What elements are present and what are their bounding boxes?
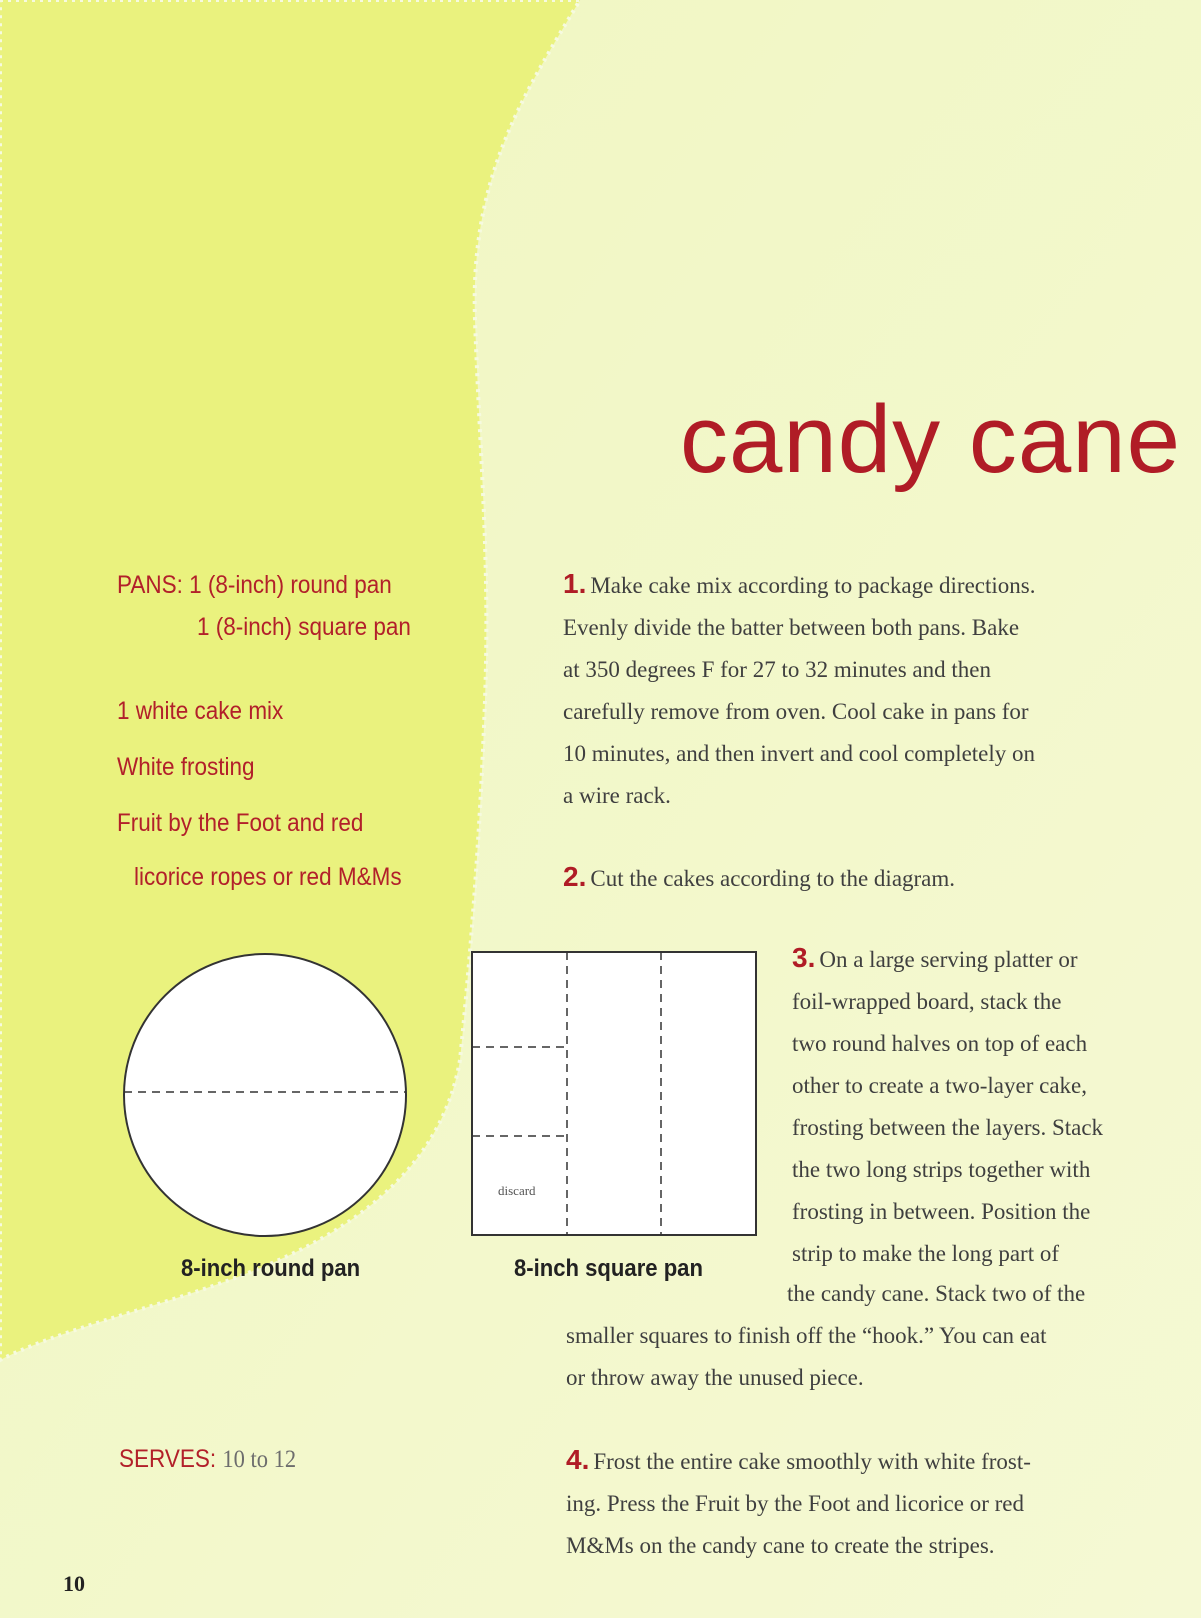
step-line: two round halves on top of each (792, 1031, 1088, 1056)
step-line: at 350 degrees F for 27 to 32 minutes and then (563, 657, 991, 682)
discard-label: discard (498, 1183, 536, 1198)
step-3-continued (566, 1315, 1186, 1399)
ingredient-item: White frosting (117, 753, 255, 781)
step-line: 2. Cut the cakes according to the diagram. (563, 861, 956, 892)
step-number: 1. (563, 568, 587, 599)
recipe-title: candy cane (680, 386, 1182, 493)
ingredient-item: licorice ropes or red M&Ms (134, 863, 402, 891)
step-line: strip to make the long part of (792, 1241, 1059, 1266)
step-number: 3. (792, 942, 816, 973)
step-line: 3. On a large serving platter or (792, 942, 1078, 973)
ingredient-item: Fruit by the Foot and red (117, 809, 364, 837)
round-pan-caption: 8-inch round pan (181, 1255, 361, 1282)
serves-line (119, 1443, 296, 1476)
serves-label: SERVES: (119, 1445, 217, 1473)
pans-line-2 (197, 611, 411, 643)
step-line: other to create a two-layer cake, (792, 1073, 1087, 1098)
step-line: ing. Press the Fruit by the Foot and licorice or red (566, 1491, 1025, 1516)
page-number: 10 (63, 1571, 85, 1596)
step-line: carefully remove from oven. Cool cake in pans for (563, 699, 1029, 724)
step-line: 4. Frost the entire cake smoothly with white frost- (566, 1444, 1031, 1475)
step-2 (563, 856, 1163, 900)
step-line: foil-wrapped board, stack the (792, 989, 1062, 1014)
step-line: or throw away the unused piece. (566, 1365, 864, 1390)
step-3 (792, 937, 1192, 1275)
step-line: Evenly divide the batter between both pans. Bake (563, 615, 1020, 640)
step-line: a wire rack. (563, 783, 671, 808)
square-pan-caption: 8-inch square pan (514, 1255, 703, 1282)
pans-line-1 (117, 569, 392, 601)
step-line: frosting between the layers. Stack (792, 1115, 1104, 1140)
step-number: 4. (566, 1444, 590, 1475)
step-line: 1. Make cake mix according to package directions. (563, 568, 1036, 599)
step-line: the two long strips together with (792, 1157, 1091, 1182)
pans-item: 1 (8-inch) round pan (189, 571, 392, 599)
pans-item: 1 (8-inch) square pan (197, 613, 411, 641)
round-pan-diagram (118, 950, 413, 1240)
step-1 (563, 563, 1163, 817)
step-number: 2. (563, 861, 587, 892)
step-3-line-9: the candy cane. Stack two of the (787, 1281, 1086, 1306)
step-line: smaller squares to finish off the “hook.” You can eat (566, 1323, 1047, 1348)
step-line: M&Ms on the candy cane to create the stripes. (566, 1533, 995, 1558)
serves-value: 10 to 12 (222, 1446, 297, 1473)
ingredient-item: 1 white cake mix (117, 697, 284, 725)
step-line: frosting in between. Position the (792, 1199, 1091, 1224)
step-4 (566, 1439, 1186, 1567)
step-line: 10 minutes, and then invert and cool completely on (563, 741, 1036, 766)
pans-label: PANS: (117, 571, 183, 599)
square-pan-diagram (470, 950, 760, 1240)
